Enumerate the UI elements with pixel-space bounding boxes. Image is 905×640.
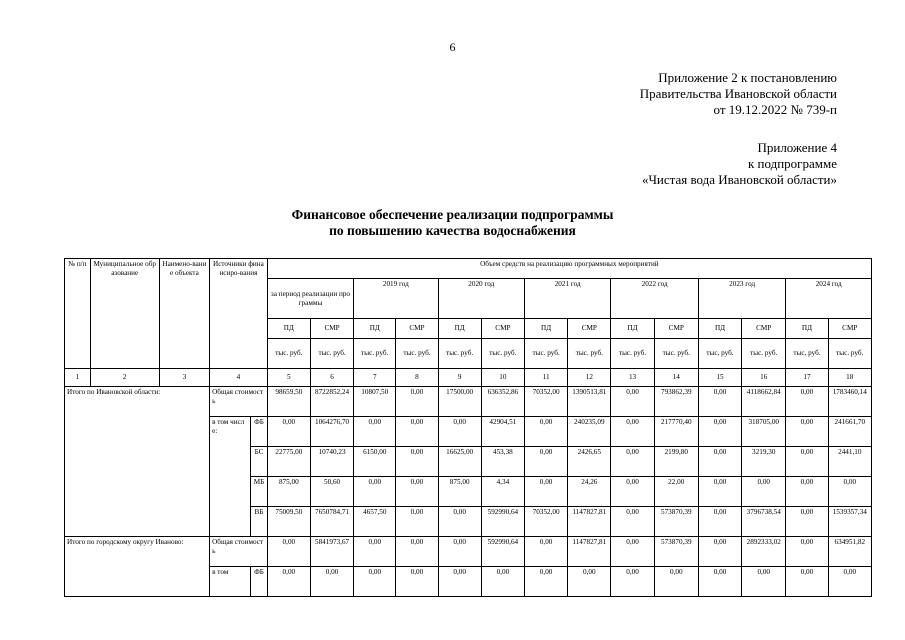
value-cell: 75009,50 <box>267 507 310 537</box>
column-number: 10 <box>481 369 524 387</box>
header-pd: ПД <box>354 319 396 339</box>
header-pd: ПД <box>611 319 654 339</box>
value-cell: 0,00 <box>698 387 741 417</box>
value-cell: 0,00 <box>267 537 310 567</box>
total-cost-label: Общая стоимость <box>210 537 268 567</box>
value-cell: 0,00 <box>524 447 567 477</box>
value-cell: 0,00 <box>354 567 396 597</box>
value-cell: 5841973,67 <box>310 537 353 567</box>
value-cell: 1147827,81 <box>568 537 611 567</box>
value-cell: 0,00 <box>611 537 654 567</box>
value-cell: 4,34 <box>481 477 524 507</box>
value-cell: 0,00 <box>611 447 654 477</box>
value-cell: 4118662,84 <box>742 387 786 417</box>
value-cell: 592990,64 <box>481 537 524 567</box>
header-year: 2020 год <box>438 279 524 319</box>
column-numbers-row <box>65 369 872 387</box>
header-smr: СМР <box>310 319 353 339</box>
financing-table <box>64 258 872 597</box>
value-cell: 2199,80 <box>654 447 698 477</box>
value-cell: 241661,70 <box>828 417 871 447</box>
value-cell: 0,00 <box>267 417 310 447</box>
column-number: 16 <box>742 369 786 387</box>
value-cell: 0,00 <box>568 567 611 597</box>
group-name: Итого по городскому округу Иваново: <box>65 537 210 597</box>
header-units: тыс. руб. <box>568 339 611 369</box>
including-label: в том числе: <box>210 417 251 537</box>
value-cell: 2426,65 <box>568 447 611 477</box>
value-cell: 0,00 <box>524 537 567 567</box>
appendix-line: «Чистая вода Ивановской области» <box>641 172 837 187</box>
header-year: 2021 год <box>524 279 610 319</box>
value-cell: 50,60 <box>310 477 353 507</box>
value-cell: 0,00 <box>438 537 481 567</box>
header-units: тыс. руб. <box>611 339 654 369</box>
value-cell: 793862,39 <box>654 387 698 417</box>
header-units: тыс. руб. <box>828 339 871 369</box>
appendix-reference-subprogram <box>642 140 837 188</box>
header-smr: СМР <box>481 319 524 339</box>
value-cell: 0,00 <box>396 537 438 567</box>
appendix-line: Приложение 2 к постановлению <box>658 70 837 85</box>
header-pd: ПД <box>267 319 310 339</box>
header-pd: ПД <box>438 319 481 339</box>
header-units: тыс. руб. <box>654 339 698 369</box>
value-cell: 0,00 <box>611 417 654 447</box>
value-cell: 0,00 <box>438 507 481 537</box>
table-body <box>65 387 872 597</box>
value-cell: 0,00 <box>354 417 396 447</box>
value-cell: 3796738,54 <box>742 507 786 537</box>
value-cell: 2441,10 <box>828 447 871 477</box>
header-year: 2022 год <box>611 279 698 319</box>
value-cell: 0,00 <box>438 567 481 597</box>
header-year: 2024 год <box>786 279 872 319</box>
value-cell: 0,00 <box>742 477 786 507</box>
value-cell: 1147827,81 <box>568 507 611 537</box>
source-code: БС <box>251 447 267 477</box>
value-cell: 0,00 <box>438 417 481 447</box>
appendix-line: Правительства Ивановской области <box>639 86 837 101</box>
value-cell: 0,00 <box>654 567 698 597</box>
value-cell: 0,00 <box>786 567 828 597</box>
appendix-line: к подпрограмме <box>747 156 837 171</box>
header-units: тыс. руб. <box>438 339 481 369</box>
source-code: ФБ <box>251 567 267 597</box>
header-pd: ПД <box>698 319 741 339</box>
value-cell: 22,00 <box>654 477 698 507</box>
value-cell: 42904,51 <box>481 417 524 447</box>
column-number: 11 <box>524 369 567 387</box>
value-cell: 0,00 <box>396 447 438 477</box>
value-cell: 0,00 <box>524 417 567 447</box>
header-smr: СМР <box>828 319 871 339</box>
value-cell: 2892333,02 <box>742 537 786 567</box>
header-pd: ПД <box>786 319 828 339</box>
column-number: 5 <box>267 369 310 387</box>
column-number: 14 <box>654 369 698 387</box>
column-number: 4 <box>210 369 268 387</box>
value-cell: 0,00 <box>828 477 871 507</box>
header-units: тыс. руб. <box>481 339 524 369</box>
value-cell: 1539357,34 <box>828 507 871 537</box>
value-cell: 0,00 <box>786 417 828 447</box>
value-cell: 1064276,70 <box>310 417 353 447</box>
table-row-total <box>65 387 872 417</box>
value-cell: 636352,86 <box>481 387 524 417</box>
column-number: 6 <box>310 369 353 387</box>
value-cell: 0,00 <box>828 567 871 597</box>
value-cell: 0,00 <box>267 567 310 597</box>
value-cell: 240235,09 <box>568 417 611 447</box>
value-cell: 0,00 <box>742 567 786 597</box>
value-cell: 70352,00 <box>524 507 567 537</box>
value-cell: 875,00 <box>438 477 481 507</box>
header-units: тыс. руб. <box>267 339 310 369</box>
value-cell: 1783460,14 <box>828 387 871 417</box>
header-units: тыс. руб. <box>354 339 396 369</box>
value-cell: 0,00 <box>698 567 741 597</box>
value-cell: 3219,30 <box>742 447 786 477</box>
header-units: тыс. руб. <box>310 339 353 369</box>
header-pd: ПД <box>524 319 567 339</box>
value-cell: 0,00 <box>310 567 353 597</box>
document-title <box>0 207 905 239</box>
value-cell: 0,00 <box>698 507 741 537</box>
value-cell: 0,00 <box>698 447 741 477</box>
value-cell: 0,00 <box>396 507 438 537</box>
value-cell: 0,00 <box>786 477 828 507</box>
header-units: тыс, руб. <box>786 339 828 369</box>
value-cell: 0,00 <box>786 447 828 477</box>
header-year: 2023 год <box>698 279 785 319</box>
value-cell: 0,00 <box>524 567 567 597</box>
header-units: тыс. руб. <box>396 339 438 369</box>
value-cell: 0,00 <box>396 387 438 417</box>
value-cell: 7650784,71 <box>310 507 353 537</box>
title-line: по повышению качества водоснабжения <box>329 223 576 238</box>
header-municipality: Муниципальное образование <box>90 259 159 369</box>
value-cell: 0,00 <box>611 507 654 537</box>
header-units: тыс, руб. <box>698 339 741 369</box>
including-label: в том <box>210 567 251 597</box>
value-cell: 0,00 <box>396 417 438 447</box>
value-cell: 573870,39 <box>654 537 698 567</box>
value-cell: 8722852,24 <box>310 387 353 417</box>
header-smr: СМР <box>742 319 786 339</box>
value-cell: 6150,00 <box>354 447 396 477</box>
column-number: 7 <box>354 369 396 387</box>
value-cell: 70352,00 <box>524 387 567 417</box>
table-row-total <box>65 537 872 567</box>
title-line: Финансовое обеспечение реализации подпрограммы <box>291 207 614 222</box>
value-cell: 0,00 <box>396 567 438 597</box>
column-number: 8 <box>396 369 438 387</box>
value-cell: 0,00 <box>698 417 741 447</box>
column-number: 13 <box>611 369 654 387</box>
total-cost-label: Общая стоимость <box>210 387 268 417</box>
column-number: 17 <box>786 369 828 387</box>
appendix-line: Приложение 4 <box>757 140 837 155</box>
value-cell: 10807,50 <box>354 387 396 417</box>
value-cell: 0,00 <box>786 507 828 537</box>
value-cell: 0,00 <box>354 537 396 567</box>
header-sources: Источники финансиро-вания <box>210 259 268 369</box>
value-cell: 16625,00 <box>438 447 481 477</box>
value-cell: 573870,39 <box>654 507 698 537</box>
value-cell: 0,00 <box>396 477 438 507</box>
value-cell: 0,00 <box>698 477 741 507</box>
page-number: 6 <box>449 40 456 54</box>
value-cell: 0,00 <box>354 477 396 507</box>
column-number: 9 <box>438 369 481 387</box>
header-period: за период реализации программы <box>267 279 353 319</box>
value-cell: 453,38 <box>481 447 524 477</box>
value-cell: 10740,23 <box>310 447 353 477</box>
value-cell: 0,00 <box>524 477 567 507</box>
value-cell: 875,00 <box>267 477 310 507</box>
value-cell: 98659,50 <box>267 387 310 417</box>
column-number: 15 <box>698 369 741 387</box>
appendix-line: от 19.12.2022 № 739-п <box>713 102 837 117</box>
value-cell: 0,00 <box>786 537 828 567</box>
column-number: 18 <box>828 369 871 387</box>
header-units: тыс. руб. <box>524 339 567 369</box>
header-num: № п/п <box>65 259 91 369</box>
source-code: ФБ <box>251 417 267 447</box>
header-year: 2019 год <box>354 279 438 319</box>
header-volume-title: Объем средств на реализацию программных мероприятий <box>267 259 871 279</box>
value-cell: 0,00 <box>786 387 828 417</box>
value-cell: 17500,00 <box>438 387 481 417</box>
source-code: МБ <box>251 477 267 507</box>
value-cell: 22775,00 <box>267 447 310 477</box>
value-cell: 0,00 <box>611 387 654 417</box>
column-number: 12 <box>568 369 611 387</box>
header-smr: СМР <box>654 319 698 339</box>
header-smr: СМР <box>396 319 438 339</box>
value-cell: 0,00 <box>481 567 524 597</box>
source-code: ВБ <box>251 507 267 537</box>
column-number: 1 <box>65 369 91 387</box>
column-number: 2 <box>90 369 159 387</box>
value-cell: 4657,50 <box>354 507 396 537</box>
header-facility: Наимено-вание объекта <box>159 259 209 369</box>
appendix-reference-decree <box>640 70 837 118</box>
value-cell: 217770,40 <box>654 417 698 447</box>
value-cell: 24,26 <box>568 477 611 507</box>
value-cell: 592990,64 <box>481 507 524 537</box>
value-cell: 0,00 <box>611 567 654 597</box>
value-cell: 318705,00 <box>742 417 786 447</box>
value-cell: 1390513,81 <box>568 387 611 417</box>
column-number: 3 <box>159 369 209 387</box>
header-smr: СМР <box>568 319 611 339</box>
value-cell: 634951,82 <box>828 537 871 567</box>
value-cell: 0,00 <box>698 537 741 567</box>
value-cell: 0,00 <box>611 477 654 507</box>
header-units: тыс. руб. <box>742 339 786 369</box>
group-name: Итого по Ивановской области: <box>65 387 210 537</box>
